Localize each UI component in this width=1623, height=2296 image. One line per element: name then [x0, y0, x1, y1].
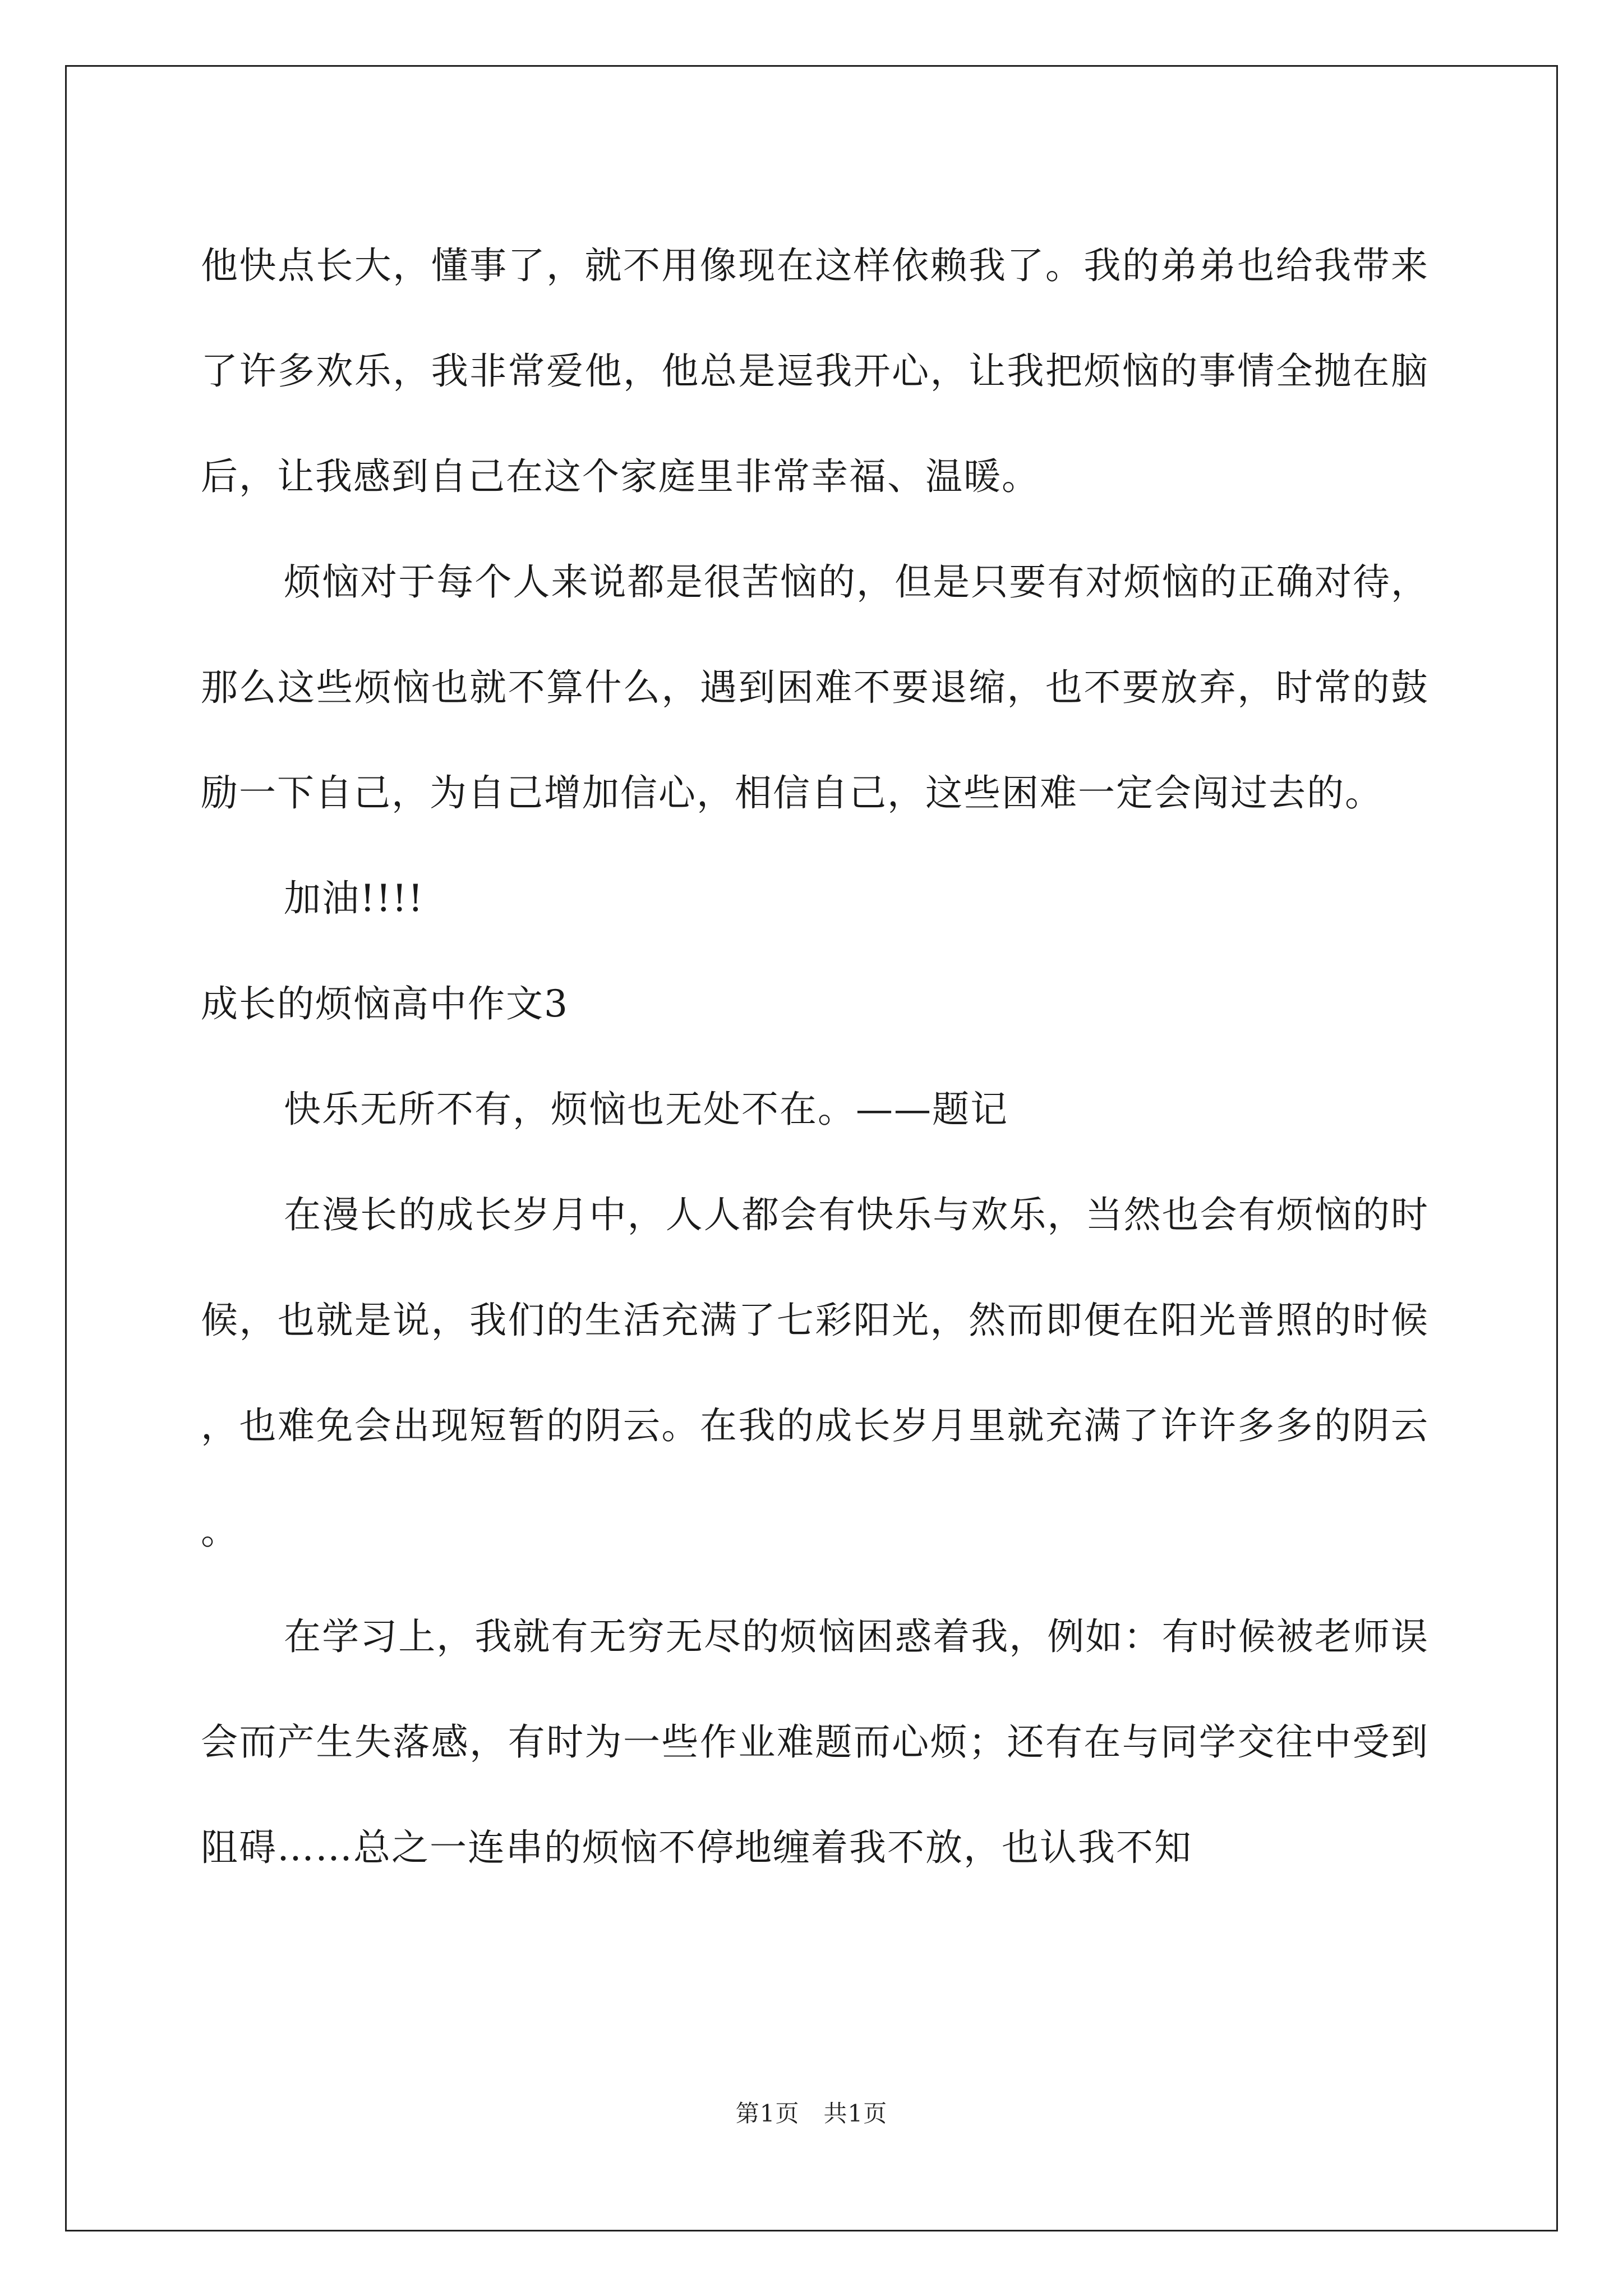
paragraph-cheer: 加油!!!! [284, 877, 425, 920]
paragraph-growth-years: 在漫长的成长岁月中，人人都会有快乐与欢乐，当然也会有烦恼的时候，也就是说，我们的生活充满了七彩阳光，然而即便在阳光普照的时候，也难免会出现短暂的阴云。在我的成长岁月里就充满了许许多多的阴云。 [201, 1193, 1429, 1553]
paragraph-study-troubles: 在学习上，我就有无穷无尽的烦恼困惑着我，例如：有时候被老师误会而产生失落感，有时为一些作业难题而心烦；还有在与同学交往中受到阻碍……总之一连串的烦恼不停地缠着我不放，也认我不知 [201, 1615, 1429, 1869]
paragraph-epigraph: 快乐无所不有，烦恼也无处不在。——题记 [284, 1088, 1008, 1131]
document-body [201, 213, 1429, 1901]
paragraph-trouble-attitude: 烦恼对于每个人来说都是很苦恼的，但是只要有对烦恼的正确对待，那么这些烦恼也就不算什么，遇到困难不要退缩，也不要放弃，时常的鼓励一下自己，为自己增加信心，相信自己，这些困难一定会闯过去的。 [201, 560, 1429, 815]
page-footer: 第1页 共1页 [735, 2100, 888, 2127]
essay-heading: 成长的烦恼高中作文3 [201, 982, 569, 1025]
paragraph-continuation: 他快点长大，懂事了，就不用像现在这样依赖我了。我的弟弟也给我带来了许多欢乐，我非常爱他，他总是逗我开心，让我把烦恼的事情全抛在脑后，让我感到自己在这个家庭里非常幸福、温暖。 [201, 244, 1429, 498]
